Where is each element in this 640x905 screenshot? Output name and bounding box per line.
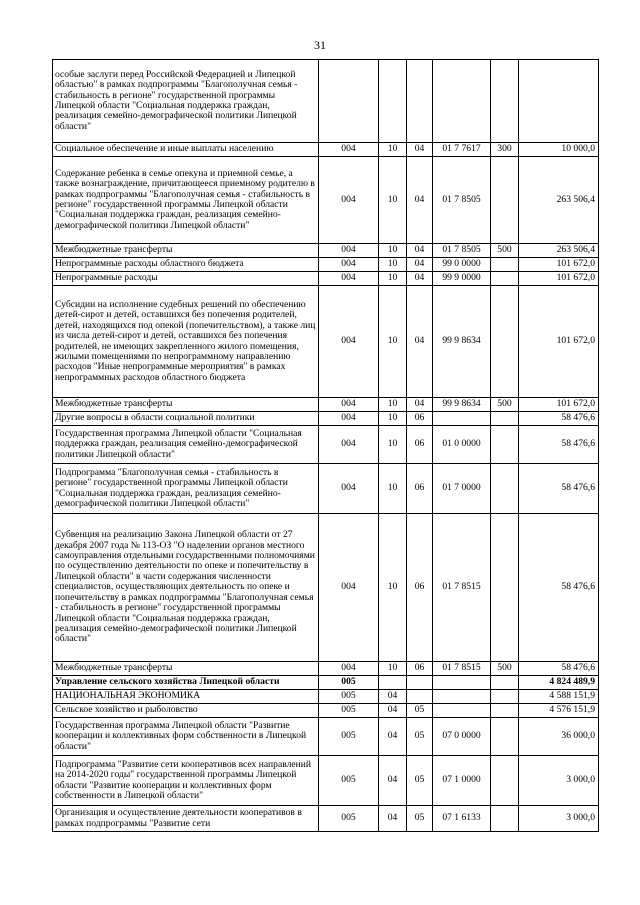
section-code-cell: 10 — [379, 258, 407, 272]
target-article-cell — [433, 676, 491, 690]
expense-type-cell — [491, 690, 519, 704]
target-article-cell: 01 7 8515 — [433, 662, 491, 676]
row-name-cell: Субсидии на исполнение судебных решений по обеспечению детей-сирот и детей, оставшихся без попечения родителей, детей, находящихся под опекой (попечительством), а также лиц из числа детей-сирот и детей, оставшихся без попечения родителей, не имеющих закрепленного жилого помещения, жилыми помещениями по непрограммному направлению расходов "Иные непрограммные мероприятия" в рамках непрограммных расходов областного бюджета — [53, 286, 319, 398]
amount-cell: 101 672,0 — [519, 258, 599, 272]
amount-cell: 3 000,0 — [519, 806, 599, 832]
section-code-cell: 10 — [379, 398, 407, 412]
target-article-cell: 07 0 0000 — [433, 718, 491, 756]
section-code-cell: 04 — [379, 690, 407, 704]
admin-code-cell: 004 — [319, 464, 379, 514]
section-code-cell: 10 — [379, 426, 407, 464]
amount-cell: 101 672,0 — [519, 286, 599, 398]
admin-code-cell: 004 — [319, 157, 379, 244]
expense-type-cell: 500 — [491, 244, 519, 258]
expense-type-cell: 500 — [491, 662, 519, 676]
amount-cell: 4 824 489,9 — [519, 676, 599, 690]
table-row — [53, 464, 599, 514]
expense-type-cell — [491, 426, 519, 464]
subsection-code-cell — [407, 60, 433, 143]
subsection-code-cell: 06 — [407, 514, 433, 662]
target-article-cell: 07 1 6133 — [433, 806, 491, 832]
amount-cell: 58 476,6 — [519, 514, 599, 662]
row-name-cell: Сельское хозяйство и рыболовство — [53, 704, 319, 718]
table-row — [53, 272, 599, 286]
table-row — [53, 286, 599, 398]
subsection-code-cell: 06 — [407, 464, 433, 514]
expense-type-cell — [491, 412, 519, 426]
amount-cell: 3 000,0 — [519, 756, 599, 806]
table-row — [53, 690, 599, 704]
admin-code-cell: 004 — [319, 286, 379, 398]
subsection-code-cell: 05 — [407, 756, 433, 806]
admin-code-cell: 005 — [319, 676, 379, 690]
section-code-cell — [379, 60, 407, 143]
budget-table — [52, 59, 599, 832]
expense-type-cell — [491, 676, 519, 690]
page-number: 31 — [314, 38, 326, 52]
section-code-cell: 10 — [379, 272, 407, 286]
amount-cell: 58 476,6 — [519, 426, 599, 464]
subsection-code-cell: 05 — [407, 704, 433, 718]
row-name-cell: Управление сельского хозяйства Липецкой области — [53, 676, 319, 690]
expense-type-cell — [491, 704, 519, 718]
subsection-code-cell: 04 — [407, 258, 433, 272]
subsection-code-cell: 05 — [407, 718, 433, 756]
table-row — [53, 60, 599, 143]
expense-type-cell — [491, 806, 519, 832]
table-row — [53, 244, 599, 258]
row-name-cell: Подпрограмма "Благополучная семья - стабильность в регионе" государственной программы Липецкой области "Социальная поддержка граждан, реализация семейно-демографической политики Липецкой области" — [53, 464, 319, 514]
table-row — [53, 718, 599, 756]
table-row — [53, 514, 599, 662]
row-name-cell: Другие вопросы в области социальной политики — [53, 412, 319, 426]
amount-cell: 101 672,0 — [519, 398, 599, 412]
table-row — [53, 426, 599, 464]
amount-cell: 10 000,0 — [519, 143, 599, 157]
subsection-code-cell: 04 — [407, 286, 433, 398]
expense-type-cell — [491, 60, 519, 143]
admin-code-cell: 004 — [319, 143, 379, 157]
row-name-cell: Субвенция на реализацию Закона Липецкой области от 27 декабря 2007 года № 113-ОЗ "О наделении органов местного самоуправления отдельными государственными полномочиями по осуществлению деятельности по опеке и попечительству в Липецкой области" в части содержания численности специалистов, осуществляющих деятельность по опеке и попечительству в рамках подпрограммы "Благополучная семья - стабильность в регионе" государственной программы Липецкой области "Социальная поддержка граждан, реализация семейно-демографической политики Липецкой области" — [53, 514, 319, 662]
subsection-code-cell: 06 — [407, 426, 433, 464]
table-row — [53, 704, 599, 718]
table-row — [53, 806, 599, 832]
row-name-cell: НАЦИОНАЛЬНАЯ ЭКОНОМИКА — [53, 690, 319, 704]
target-article-cell: 99 0 0000 — [433, 258, 491, 272]
section-code-cell: 04 — [379, 718, 407, 756]
section-code-cell: 10 — [379, 157, 407, 244]
admin-code-cell: 004 — [319, 272, 379, 286]
amount-cell: 4 588 151,9 — [519, 690, 599, 704]
amount-cell: 263 506,4 — [519, 244, 599, 258]
target-article-cell: 01 7 8515 — [433, 514, 491, 662]
target-article-cell — [433, 412, 491, 426]
subsection-code-cell: 04 — [407, 157, 433, 244]
table-row — [53, 756, 599, 806]
expense-type-cell — [491, 718, 519, 756]
target-article-cell — [433, 690, 491, 704]
section-code-cell: 04 — [379, 756, 407, 806]
target-article-cell: 07 1 0000 — [433, 756, 491, 806]
amount-cell: 58 476,6 — [519, 662, 599, 676]
row-name-cell: Государственная программа Липецкой области "Социальная поддержка граждан, реализация семейно-демографической политики Липецкой области" — [53, 426, 319, 464]
target-article-cell: 01 7 8505 — [433, 244, 491, 258]
row-name-cell: Межбюджетные трансферты — [53, 398, 319, 412]
expense-type-cell — [491, 514, 519, 662]
target-article-cell: 01 7 7617 — [433, 143, 491, 157]
target-article-cell: 01 7 0000 — [433, 464, 491, 514]
target-article-cell — [433, 60, 491, 143]
subsection-code-cell: 05 — [407, 806, 433, 832]
section-code-cell: 04 — [379, 704, 407, 718]
subsection-code-cell: 04 — [407, 272, 433, 286]
target-article-cell: 99 9 8634 — [433, 286, 491, 398]
row-name-cell: Государственная программа Липецкой области "Развитие кооперации и коллективных форм собственности в Липецкой области" — [53, 718, 319, 756]
row-name-cell: Содержание ребенка в семье опекуна и приемной семье, а также вознаграждение, причитающееся приемному родителю в рамках подпрограммы "Благополучная семья - стабильность в регионе" государственной программы Липецкой области "Социальная поддержка граждан, реализация семейно-демографической политики Липецкой области" — [53, 157, 319, 244]
subsection-code-cell: 04 — [407, 398, 433, 412]
subsection-code-cell: 04 — [407, 244, 433, 258]
target-article-cell: 01 0 0000 — [433, 426, 491, 464]
expense-type-cell — [491, 756, 519, 806]
section-code-cell: 10 — [379, 244, 407, 258]
table-row — [53, 662, 599, 676]
section-code-cell: 10 — [379, 514, 407, 662]
row-name-cell: особые заслуги перед Российской Федерацией и Липецкой областью" в рамках подпрограммы "Благополучная семья - стабильность в регионе" государственной программы Липецкой области "Социальная поддержка граждан, реализация семейно-демографической политики Липецкой области" — [53, 60, 319, 143]
admin-code-cell: 005 — [319, 806, 379, 832]
amount-cell: 4 576 151,9 — [519, 704, 599, 718]
subsection-code-cell — [407, 690, 433, 704]
amount-cell: 263 506,4 — [519, 157, 599, 244]
admin-code-cell — [319, 60, 379, 143]
amount-cell: 101 672,0 — [519, 272, 599, 286]
admin-code-cell: 005 — [319, 704, 379, 718]
section-code-cell — [379, 676, 407, 690]
admin-code-cell: 004 — [319, 398, 379, 412]
subsection-code-cell — [407, 676, 433, 690]
section-code-cell: 10 — [379, 286, 407, 398]
table-row — [53, 676, 599, 690]
subsection-code-cell: 04 — [407, 143, 433, 157]
section-code-cell: 10 — [379, 662, 407, 676]
row-name-cell: Межбюджетные трансферты — [53, 244, 319, 258]
section-code-cell: 10 — [379, 143, 407, 157]
amount-cell: 58 476,6 — [519, 412, 599, 426]
table-row — [53, 157, 599, 244]
table-row — [53, 258, 599, 272]
expense-type-cell — [491, 157, 519, 244]
row-name-cell: Подпрограмма "Развитие сети кооперативов всех направлений на 2014-2020 годы" государственной программы Липецкой области "Развитие кооперации и коллективных форм собственности в Липецкой области" — [53, 756, 319, 806]
section-code-cell: 04 — [379, 806, 407, 832]
row-name-cell: Межбюджетные трансферты — [53, 662, 319, 676]
expense-type-cell: 500 — [491, 398, 519, 412]
section-code-cell: 10 — [379, 464, 407, 514]
table-row — [53, 143, 599, 157]
admin-code-cell: 005 — [319, 756, 379, 806]
table-row — [53, 398, 599, 412]
subsection-code-cell: 06 — [407, 662, 433, 676]
target-article-cell: 99 9 8634 — [433, 398, 491, 412]
target-article-cell — [433, 704, 491, 718]
amount-cell — [519, 60, 599, 143]
table-row — [53, 412, 599, 426]
target-article-cell: 01 7 8505 — [433, 157, 491, 244]
subsection-code-cell: 06 — [407, 412, 433, 426]
section-code-cell: 10 — [379, 412, 407, 426]
target-article-cell: 99 9 0000 — [433, 272, 491, 286]
admin-code-cell: 004 — [319, 244, 379, 258]
admin-code-cell: 004 — [319, 258, 379, 272]
admin-code-cell: 004 — [319, 514, 379, 662]
row-name-cell: Социальное обеспечение и иные выплаты населению — [53, 143, 319, 157]
admin-code-cell: 004 — [319, 662, 379, 676]
admin-code-cell: 005 — [319, 690, 379, 704]
expense-type-cell — [491, 464, 519, 514]
admin-code-cell: 005 — [319, 718, 379, 756]
amount-cell: 58 476,6 — [519, 464, 599, 514]
amount-cell: 36 000,0 — [519, 718, 599, 756]
row-name-cell: Непрограммные расходы областного бюджета — [53, 258, 319, 272]
row-name-cell: Организация и осуществление деятельности кооперативов в рамках подпрограммы "Развитие сети — [53, 806, 319, 832]
admin-code-cell: 004 — [319, 426, 379, 464]
row-name-cell: Непрограммные расходы — [53, 272, 319, 286]
expense-type-cell — [491, 286, 519, 398]
expense-type-cell — [491, 258, 519, 272]
expense-type-cell: 300 — [491, 143, 519, 157]
expense-type-cell — [491, 272, 519, 286]
admin-code-cell: 004 — [319, 412, 379, 426]
